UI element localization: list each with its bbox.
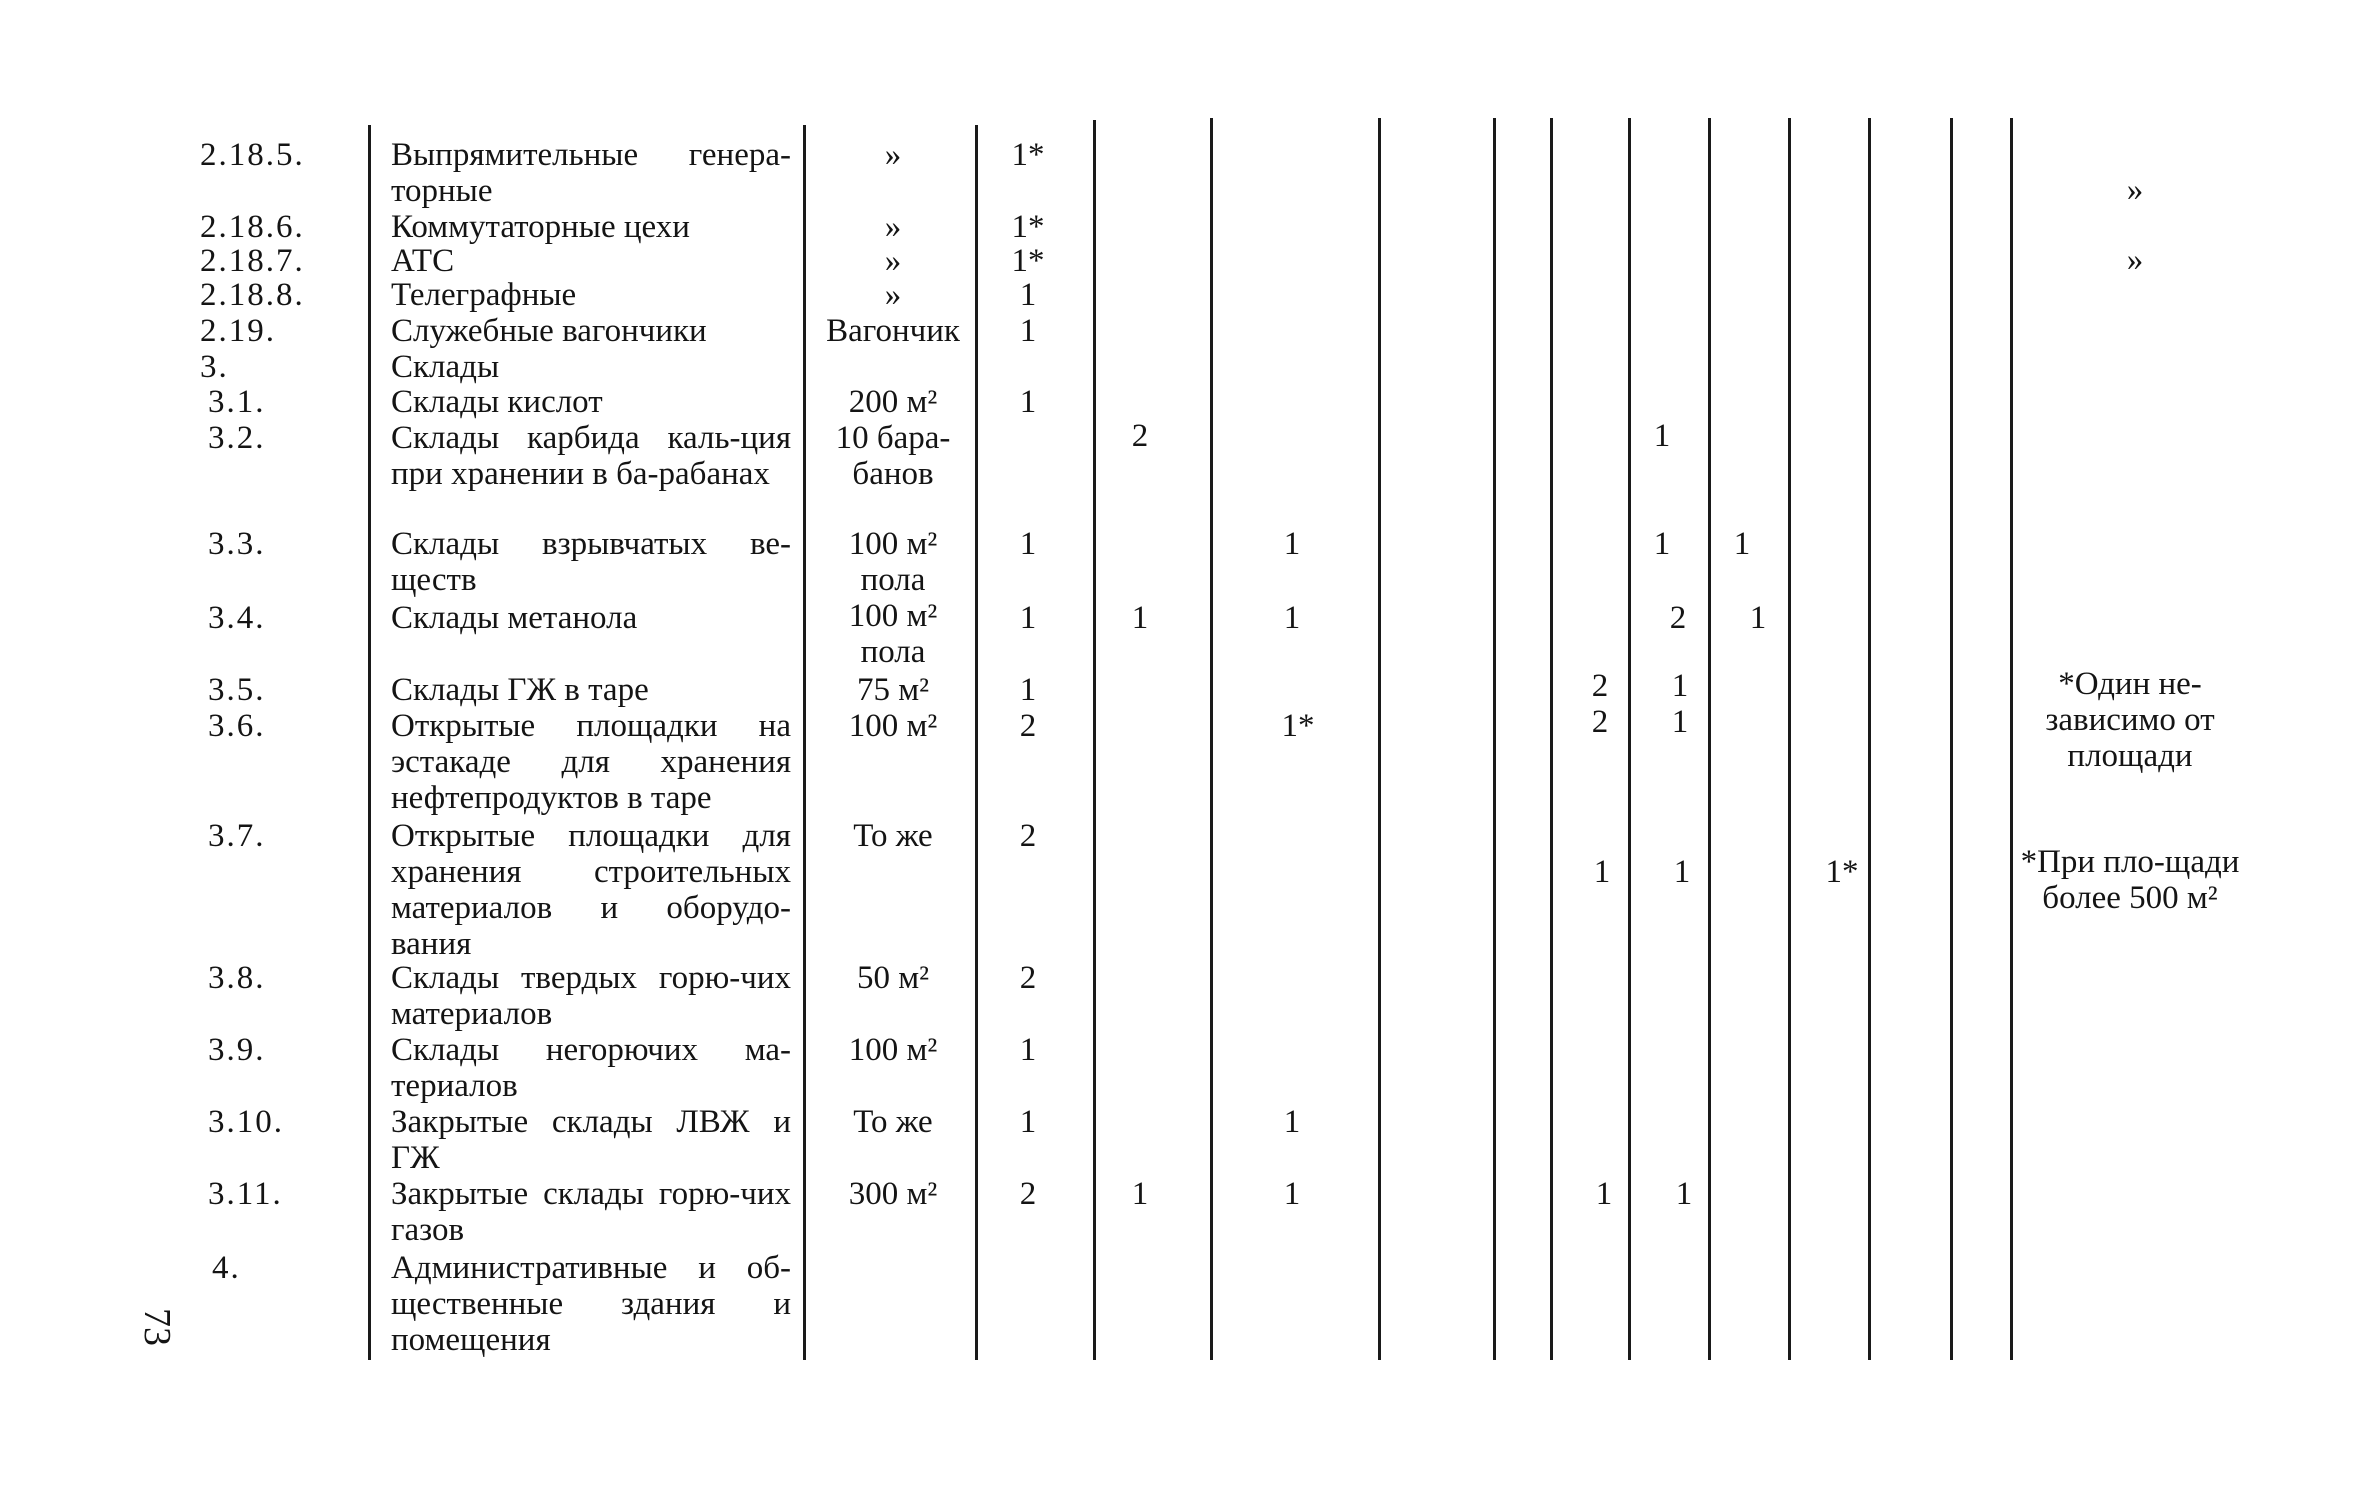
row-unit: 75 м² [856,672,930,708]
row-number: 3.3. [208,526,266,562]
row-unit: То же [853,1104,933,1140]
column-rule [1550,118,1553,1360]
cell-c7: 1 [1671,704,1689,740]
row-name: Склады карбида каль-ция при хранении в ба-рабанах [391,420,791,492]
row-name: Склады кислот [391,384,603,420]
cell-c8: 1 [1733,526,1751,562]
row-number: 3.10. [208,1104,284,1140]
row-number: 3.6. [208,708,266,744]
row-unit: Вагончик [826,313,960,349]
column-rule [1210,118,1213,1360]
column-rule [1868,118,1871,1360]
cell-c1: 2 [1019,818,1037,854]
cell-c1: 1* [1011,209,1045,245]
row-number: 3.11. [208,1176,283,1212]
cell-c2: 1 [1131,600,1149,636]
row-number: 2.19. [200,313,276,349]
cell-c2: 2 [1131,418,1149,454]
cell-c1: 1 [1019,313,1037,349]
row-unit: То же [853,818,933,854]
cell-c4: 1 [1283,1104,1301,1140]
cell-c6: 1 [1593,854,1611,890]
row-unit: » [884,243,902,279]
row-name: Открытые площадки для хранения строительных материалов и оборудо-вания [391,818,791,962]
row-number: 2.18.6. [200,209,305,245]
row-number: 4. [212,1250,241,1286]
cell-c4: 1 [1283,526,1301,562]
row-unit: 100 м² пола [848,526,938,598]
cell-c4: 1 [1283,1176,1301,1212]
row-name: Служебные вагончики [391,313,707,349]
row-number: 3.9. [208,1032,266,1068]
row-unit: 100 м² [848,1032,938,1068]
cell-c1: 1* [1011,137,1045,173]
row-name: АТС [391,243,455,279]
column-rule [1493,118,1496,1360]
cell-c6: 1 [1595,1176,1613,1212]
row-name: Закрытые склады горю-чих газов [391,1176,791,1248]
row-name: Склады метанола [391,600,638,636]
cell-c6: 2 [1591,668,1609,704]
cell-c1: 1 [1019,1104,1037,1140]
page-number: 73 [136,1308,178,1346]
cell-c1: 1 [1019,672,1037,708]
cell-c9: 1* [1825,854,1859,890]
row-note: » [2126,242,2144,278]
row-name: Открытые площадки на эстакаде для хранения нефтепродуктов в таре [391,708,791,816]
cell-c4: 1 [1283,600,1301,636]
row-note: » [2126,172,2144,208]
cell-c7: 1 [1653,418,1671,454]
row-unit: 300 м² [848,1176,938,1212]
cell-c7: 1 [1673,854,1691,890]
row-number: 2.18.7. [200,243,305,279]
cell-c8: 1 [1749,600,1767,636]
row-name: Склады ГЖ в таре [391,672,649,708]
column-rule [368,125,371,1360]
row-number: 3.1. [208,384,266,420]
cell-c1: 2 [1019,708,1037,744]
row-note: *Один не-зависимо от площади [2045,666,2215,774]
row-number: 3.7. [208,818,266,854]
row-number: 3.8. [208,960,266,996]
column-rule [2010,118,2013,1360]
cell-c1: 1 [1019,1032,1037,1068]
row-name: Административные и об-щественные здания и помещения [391,1250,791,1358]
cell-c6: 2 [1591,704,1609,740]
row-name: Телеграфные [391,277,577,313]
row-unit: » [884,209,902,245]
row-unit: » [884,137,902,173]
cell-c2: 1 [1131,1176,1149,1212]
row-name: Склады [391,349,500,385]
cell-c1: 1 [1019,384,1037,420]
cell-c1: 2 [1019,1176,1037,1212]
row-number: 3.4. [208,600,266,636]
row-name: Коммутаторные цехи [391,209,690,245]
column-rule [1093,120,1096,1360]
row-unit: 200 м² [848,384,938,420]
row-note: *При пло-щади более 500 м² [2020,844,2240,916]
row-unit: 10 бара-банов [835,420,951,492]
row-unit: 100 м² [848,708,938,744]
row-number: 3.5. [208,672,266,708]
row-unit: » [884,277,902,313]
cell-c1: 1 [1019,526,1037,562]
row-number: 3. [200,349,229,385]
row-unit: 100 м² пола [848,598,938,670]
cell-c1: 1 [1019,277,1037,313]
cell-c4: 1* [1281,708,1315,744]
row-number: 2.18.5. [200,137,305,173]
column-rule [1788,118,1791,1360]
row-name: Склады негорючих ма-териалов [391,1032,791,1104]
cell-c7: 2 [1669,600,1687,636]
cell-c7: 1 [1671,668,1689,704]
row-number: 2.18.8. [200,277,305,313]
row-name: Выпрямительные генера-торные [391,137,791,209]
cell-c1: 1 [1019,600,1037,636]
row-number: 3.2. [208,420,266,456]
cell-c7: 1 [1675,1176,1693,1212]
column-rule [1950,118,1953,1360]
row-name: Закрытые склады ЛВЖ и ГЖ [391,1104,791,1176]
row-name: Склады твердых горю-чих материалов [391,960,791,1032]
cell-c1: 1* [1011,243,1045,279]
cell-c1: 2 [1019,960,1037,996]
row-name: Склады взрывчатых ве-ществ [391,526,791,598]
column-rule [803,125,806,1360]
column-rule [1378,118,1381,1360]
row-unit: 50 м² [856,960,930,996]
cell-c7: 1 [1653,526,1671,562]
